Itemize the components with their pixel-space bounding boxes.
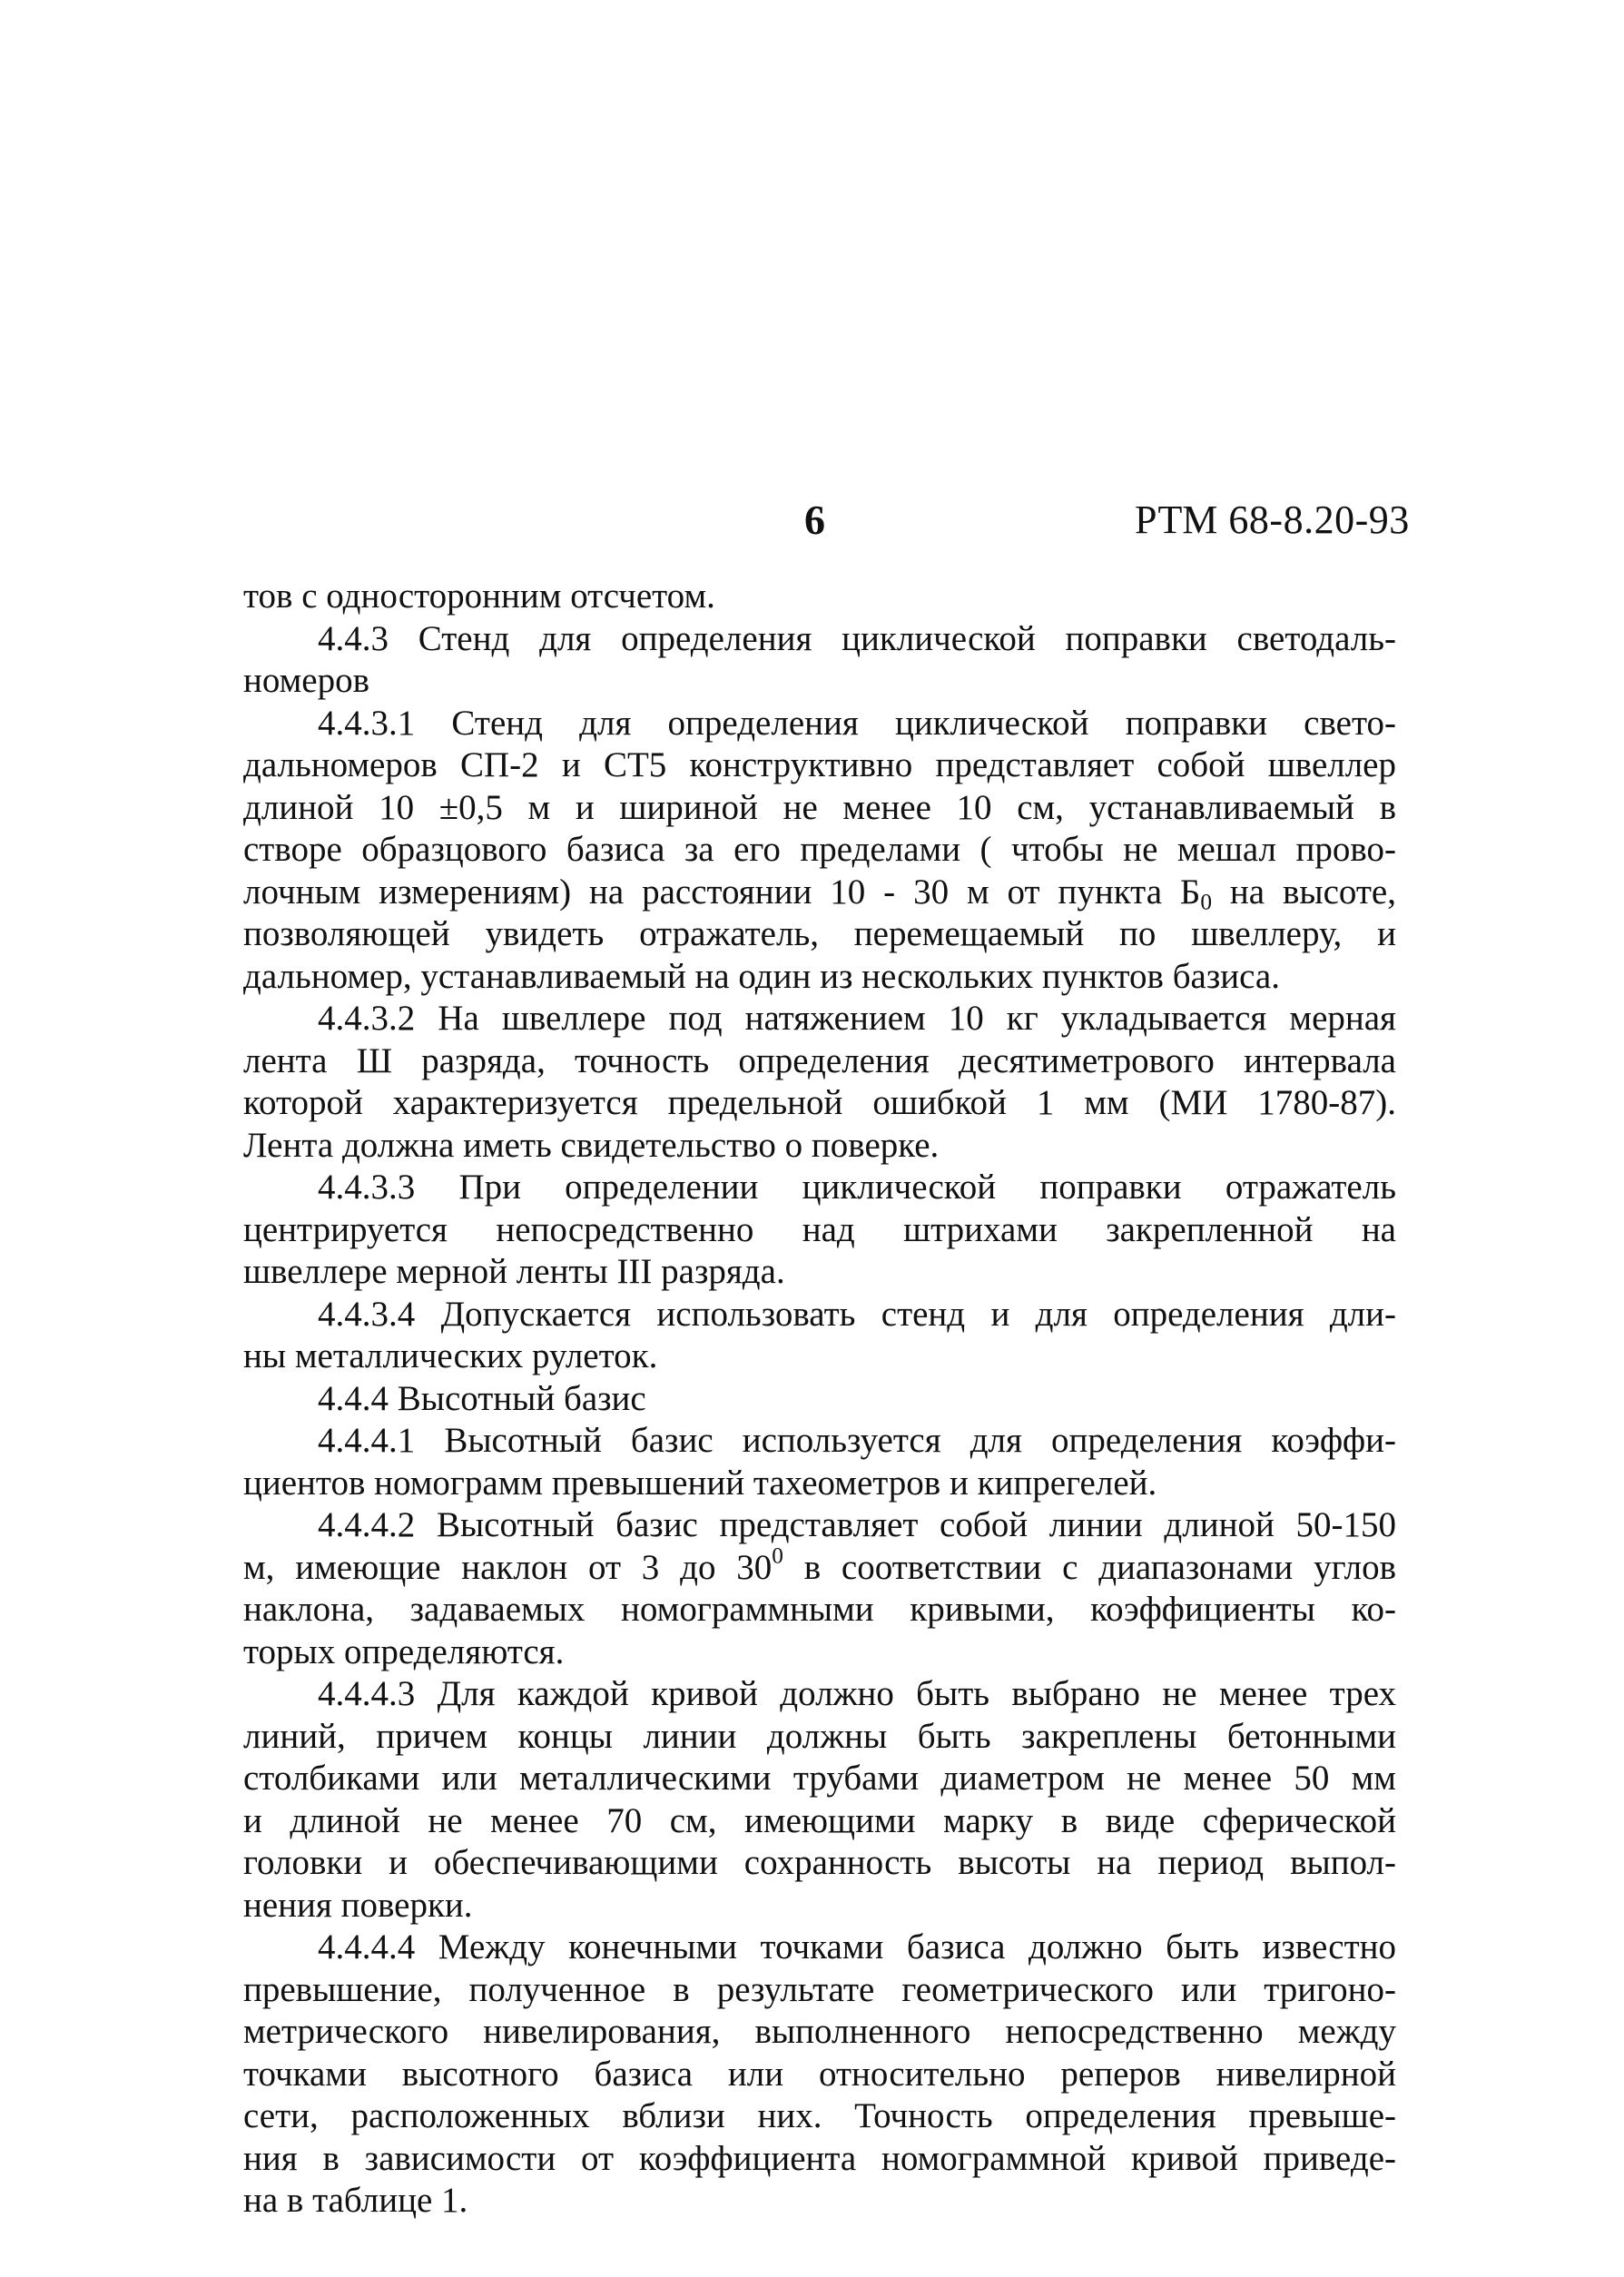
- text-line: метрического нивелирования, выполненного непосредственно между: [243, 2012, 1396, 2051]
- text-line: торых определяются.: [243, 1631, 565, 1671]
- text-line: 4.4.3.3 При определении циклической поправки отражатель: [318, 1168, 1396, 1207]
- text-line: линий, причем концы линии должны быть закреплены бетонными: [243, 1716, 1396, 1756]
- text-line: точками высотного базиса или относительно реперов нивелирной: [243, 2054, 1396, 2094]
- document-body: [243, 576, 1396, 2223]
- page-number: 6: [804, 497, 825, 543]
- text-line: наклона, задаваемых номограммными кривыми, коэффициенты ко-: [243, 1590, 1396, 1629]
- text-line: на в таблице 1.: [243, 2181, 468, 2220]
- text-line: швеллере мерной ленты III разряда.: [243, 1252, 785, 1291]
- text-run: в соответствии с диапазонами углов: [782, 1547, 1396, 1587]
- text-line: номеров: [243, 661, 370, 700]
- text-line: дальномер, устанавливаемый на один из нескольких пунктов базиса.: [243, 956, 1280, 996]
- text-line: головки и обеспечивающими сохранность высоты на период выпол-: [243, 1843, 1396, 1882]
- text-run: лочным измерениям) на расстоянии 10 - 30 м от пункта Б: [243, 872, 1201, 912]
- text-line: циентов номограмм превышений тахеометров и кипрегелей.: [243, 1463, 1157, 1503]
- text-line: створе образцового базиса за его пределами ( чтобы не мешал прово-: [243, 830, 1396, 869]
- text-line: центрируется непосредственно над штрихами закрепленной на: [243, 1209, 1396, 1249]
- text-line-with-subscript: [243, 872, 1396, 914]
- text-line: нения поверки.: [243, 1885, 473, 1925]
- section-heading: 4.4.4 Высотный базис: [318, 1378, 646, 1418]
- text-line: 4.4.4.2 Высотный базис представляет собой линии длиной 50-150: [318, 1505, 1396, 1544]
- text-line: сети, расположенных вблизи них. Точность определения превыше-: [243, 2096, 1396, 2135]
- text-line: дальномеров СП-2 и СТ5 конструктивно представляет собой швеллер: [243, 745, 1396, 784]
- text-line: 4.4.4.1 Высотный базис используется для определения коэффи-: [318, 1421, 1396, 1460]
- text-line: Лента должна иметь свидетельство о поверке.: [243, 1125, 940, 1165]
- document-code: РТМ 68-8.20-93: [1135, 498, 1410, 542]
- text-line: которой характеризуется предельной ошибкой 1 мм (МИ 1780-87).: [243, 1083, 1396, 1122]
- text-line: столбиками или металлическими трубами диаметром не менее 50 мм: [243, 1759, 1396, 1798]
- text-line: длиной 10 ±0,5 м и шириной не менее 10 см, устанавливаемый в: [243, 787, 1396, 827]
- subscript: 0: [1200, 888, 1212, 914]
- text-line: и длиной не менее 70 см, имеющими марку в виде сферической: [243, 1800, 1396, 1840]
- text-line: 4.4.3.2 На швеллере под натяжением 10 кг укладывается мерная: [318, 999, 1396, 1038]
- text-run: на высоте,: [1211, 872, 1396, 912]
- text-line: 4.4.3 Стенд для определения циклической поправки светодаль-: [318, 618, 1396, 658]
- text-line: тов с односторонним отсчетом.: [243, 577, 715, 616]
- text-line: 4.4.3.1 Стенд для определения циклической поправки свето-: [318, 703, 1396, 743]
- text-line: 4.4.4.3 Для каждой кривой должно быть выбрано не менее трех: [318, 1674, 1396, 1713]
- text-line: 4.4.3.4 Допускается использовать стенд и для определения дли-: [318, 1294, 1396, 1334]
- text-line: позволяющей увидеть отражатель, перемещаемый по швеллеру, и: [243, 914, 1396, 953]
- text-line: ния в зависимости от коэффициента номограммной кривой приведе-: [243, 2138, 1396, 2178]
- text-line: 4.4.4.4 Между конечными точками базиса должно быть известно: [318, 1927, 1396, 1966]
- text-line-with-superscript: [243, 1542, 1396, 1590]
- text-line: превышение, полученное в результате геометрического или тригоно-: [243, 1969, 1396, 2009]
- text-run: м, имеющие наклон от 3 до 30: [243, 1547, 773, 1587]
- superscript: 0: [772, 1542, 783, 1568]
- text-line: лента Ш разряда, точность определения десятиметрового интервала: [243, 1040, 1396, 1080]
- text-line: ны металлических рулеток.: [243, 1336, 658, 1375]
